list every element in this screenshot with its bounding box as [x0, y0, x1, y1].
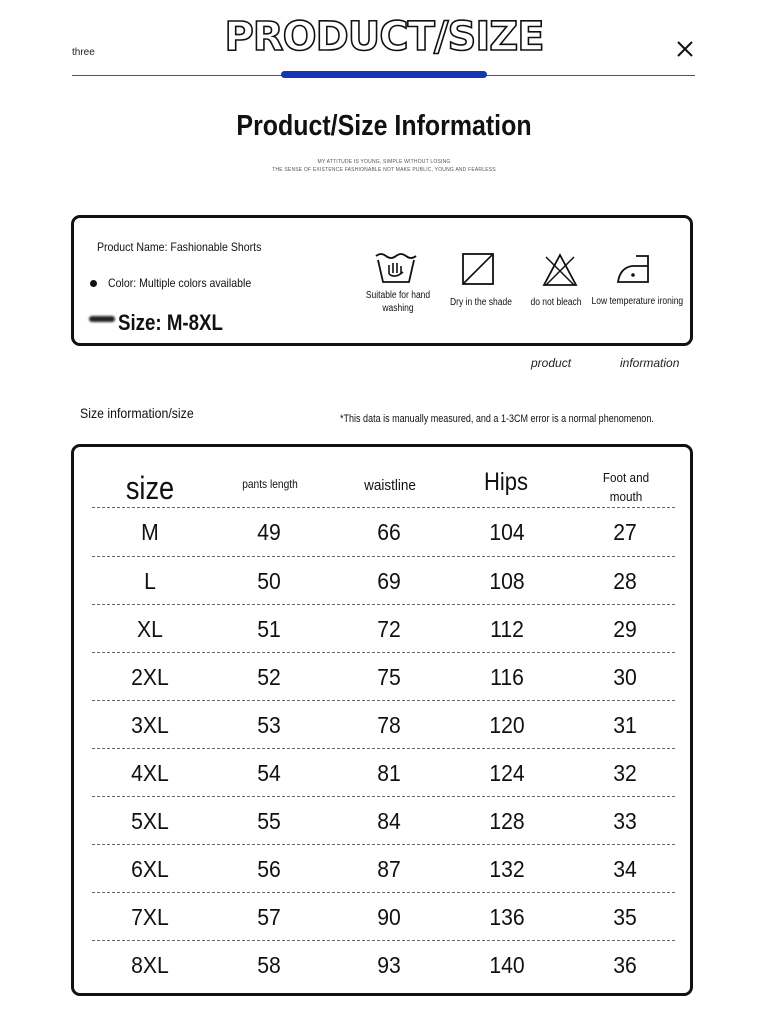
table-row — [92, 892, 675, 941]
low-iron-icon — [616, 254, 652, 286]
shade-dry-label: Dry in the shade — [450, 297, 512, 308]
hand-wash-label: Suitable for hand washing — [365, 290, 431, 314]
table-row — [92, 652, 675, 701]
table-cell: 58 — [257, 952, 281, 978]
table-cell: 33 — [613, 808, 637, 834]
table-cell: 31 — [613, 712, 637, 738]
col-header-waistline: waistline — [364, 477, 416, 494]
table-cell: 51 — [257, 616, 281, 642]
close-icon[interactable] — [672, 36, 698, 62]
table-cell: 136 — [489, 904, 525, 930]
table-cell: 34 — [613, 856, 637, 882]
caption-product: product — [531, 356, 572, 370]
table-cell: 132 — [489, 856, 525, 882]
table-cell: 4XL — [131, 760, 169, 786]
col-header-foot-mouth: Foot and mouth — [602, 470, 650, 504]
shade-dry-icon — [462, 253, 494, 285]
table-cell: 36 — [613, 952, 637, 978]
table-cell: 7XL — [131, 904, 169, 930]
table-cell: 108 — [489, 568, 525, 594]
table-cell: 56 — [257, 856, 281, 882]
no-bleach-label: do not bleach — [530, 297, 582, 308]
table-cell: 140 — [489, 952, 525, 978]
table-cell: 78 — [377, 712, 401, 738]
table-cell: 90 — [377, 904, 401, 930]
header-accent-bar — [281, 71, 487, 78]
table-cell: 35 — [613, 904, 637, 930]
table-cell: 57 — [257, 904, 281, 930]
no-bleach-icon — [542, 253, 578, 287]
table-row — [92, 604, 675, 653]
table-cell: 8XL — [131, 952, 169, 978]
table-cell: 32 — [613, 760, 637, 786]
table-cell: 49 — [257, 519, 281, 545]
col-header-pants-length: pants length — [242, 477, 298, 491]
low-iron-label: Low temperature ironing — [591, 296, 684, 307]
page-title: PRODUCT/SIZE — [224, 14, 544, 60]
table-cell: 54 — [257, 760, 281, 786]
table-row — [92, 940, 675, 989]
table-cell: 3XL — [131, 712, 169, 738]
table-cell: 2XL — [131, 664, 169, 690]
table-cell: 72 — [377, 616, 401, 642]
size-info-note: *This data is manually measured, and a 1-3CM error is a normal phenomenon. — [340, 413, 654, 425]
caption-information: information — [620, 356, 680, 370]
table-cell: 50 — [257, 568, 281, 594]
hand-wash-icon — [373, 252, 419, 286]
table-cell: 120 — [489, 712, 525, 738]
product-size-range: Size: M-8XL — [118, 310, 223, 335]
table-cell: XL — [137, 616, 163, 642]
table-row — [92, 556, 675, 605]
bullet-dot — [90, 280, 97, 287]
table-row — [92, 748, 675, 797]
section-subtitle-1: MY ATTITUDE IS YOUNG, SIMPLE WITHOUT LOSING — [317, 159, 451, 165]
section-subtitle-2: THE SENSE OF EXISTENCE FASHIONABLE NOT MAKE PUBLIC, YOUNG AND FEARLESS — [272, 167, 496, 173]
bullet-smudge — [89, 316, 115, 322]
table-cell: 66 — [377, 519, 401, 545]
table-row — [92, 507, 675, 556]
table-cell: 52 — [257, 664, 281, 690]
table-cell: 84 — [377, 808, 401, 834]
section-title: Product/Size Information — [236, 110, 532, 142]
table-cell: M — [141, 519, 159, 545]
size-info-title: Size information/size — [80, 405, 194, 421]
col-header-hips: Hips — [483, 468, 528, 496]
product-name: Product Name: Fashionable Shorts — [97, 240, 262, 254]
table-row — [92, 844, 675, 893]
table-cell: 5XL — [131, 808, 169, 834]
table-cell: L — [144, 568, 156, 594]
table-cell: 93 — [377, 952, 401, 978]
table-cell: 69 — [377, 568, 401, 594]
table-cell: 6XL — [131, 856, 169, 882]
table-cell: 28 — [613, 568, 637, 594]
table-cell: 81 — [377, 760, 401, 786]
table-cell: 128 — [489, 808, 525, 834]
table-cell: 124 — [489, 760, 525, 786]
col-header-size: size — [125, 470, 175, 506]
table-cell: 116 — [490, 664, 524, 690]
table-cell: 27 — [613, 519, 637, 545]
table-cell: 55 — [257, 808, 281, 834]
table-cell: 75 — [377, 664, 401, 690]
table-cell: 53 — [257, 712, 281, 738]
table-cell: 30 — [613, 664, 637, 690]
header-side-label: three — [72, 47, 95, 58]
table-cell: 87 — [377, 856, 401, 882]
product-color: Color: Multiple colors available — [108, 276, 252, 290]
table-cell: 112 — [490, 616, 524, 642]
table-row — [92, 796, 675, 845]
table-cell: 104 — [489, 519, 525, 545]
table-cell: 29 — [613, 616, 637, 642]
table-row — [92, 700, 675, 749]
